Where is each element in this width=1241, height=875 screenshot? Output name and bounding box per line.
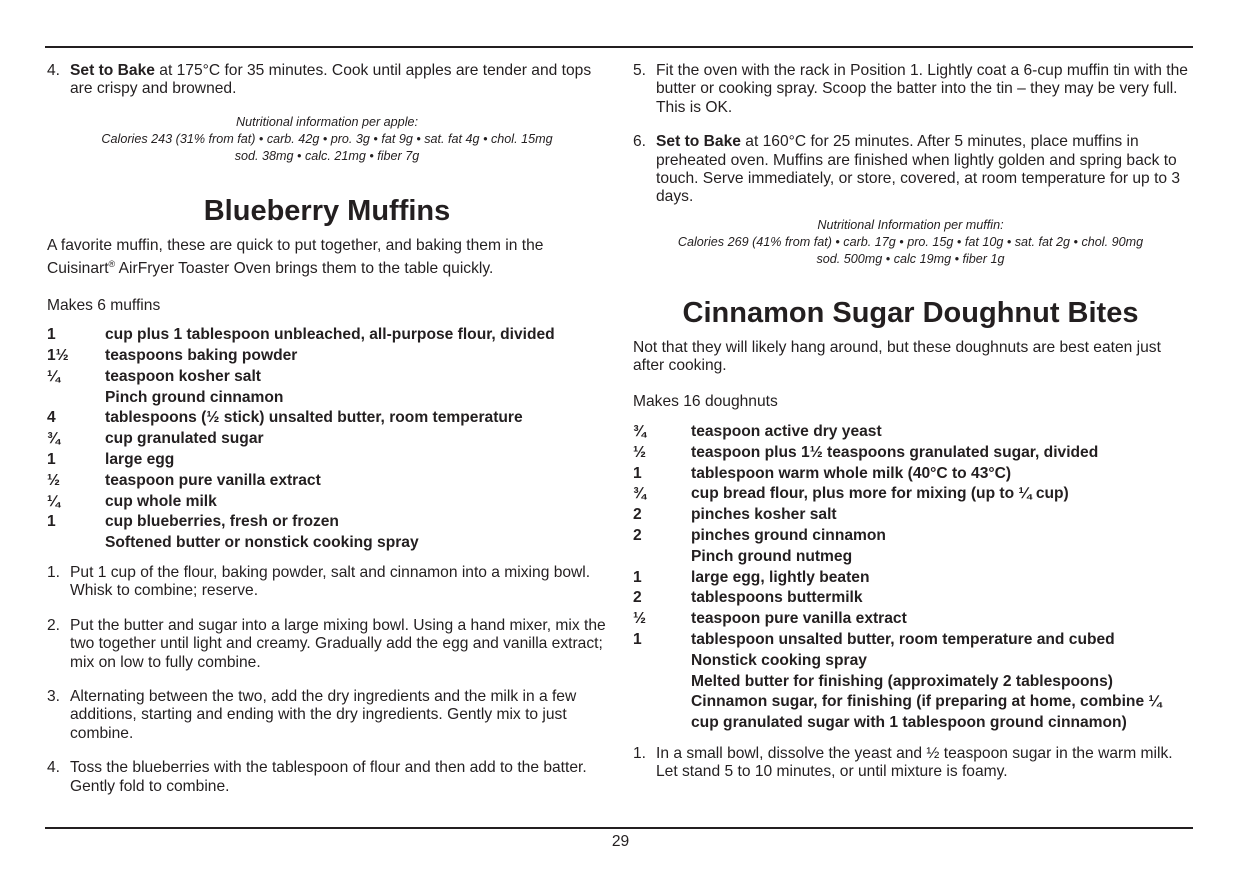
previous-nutrition-info — [47, 114, 607, 165]
recipe-step — [47, 564, 607, 601]
ingredient-quantity: ¾ — [633, 485, 647, 503]
ingredient-description: Pinch ground cinnamon — [105, 388, 284, 406]
ingredient-quantity: 4 — [47, 409, 56, 427]
step-bold-label: Set to Bake — [70, 62, 155, 79]
step-text: at 160°C for 25 minutes. After 5 minutes, place muffins in preheated oven. Muffins are finished when lightly golden and spring back to touch. Serve immediately, or store, covered, at room temperature for up to 3 days. — [656, 133, 1181, 206]
ingredient-quantity — [47, 533, 105, 554]
ingredient-description: teaspoon pure vanilla extract — [105, 471, 321, 489]
ingredient-quantity: ¾ — [633, 423, 647, 441]
recipe-step — [47, 688, 607, 743]
nutrition-line-2: sod. 500mg • calc 19mg • fiber 1g — [816, 251, 1005, 266]
ingredient-item — [633, 568, 1188, 589]
ingredient-item — [47, 492, 607, 513]
ingredient-quantity: 1 — [633, 631, 642, 649]
recipe-step — [47, 617, 607, 672]
ingredient-description: pinches kosher salt — [691, 506, 837, 524]
ingredient-item — [47, 429, 607, 450]
step-number: 6. — [633, 133, 647, 151]
ingredient-item — [47, 408, 607, 429]
ingredient-quantity: 1 — [633, 568, 642, 586]
ingredient-description: Pinch ground nutmeg — [691, 547, 853, 565]
nutrition-heading: Nutritional information per apple: — [235, 114, 418, 129]
recipe-step — [633, 133, 1188, 207]
previous-recipe-step — [47, 62, 607, 99]
ingredient-description: teaspoon plus 1½ teaspoons granulated sugar, divided — [691, 443, 1099, 461]
ingredient-item — [633, 588, 1188, 609]
step-number: 4. — [47, 62, 61, 79]
ingredient-description: Softened butter or nonstick cooking spray — [105, 534, 419, 552]
ingredient-quantity — [633, 672, 691, 693]
ingredient-quantity: 1 — [47, 513, 56, 531]
ingredient-item — [47, 450, 607, 471]
step-number: 4. — [47, 759, 61, 777]
left-column — [47, 62, 607, 812]
step-bold-label: Set to Bake — [656, 133, 741, 151]
ingredient-item — [47, 388, 607, 409]
ingredient-quantity: 1 — [633, 464, 642, 482]
recipe-yield: Makes 16 doughnuts — [633, 392, 778, 410]
ingredient-description: teaspoon active dry yeast — [691, 423, 882, 441]
registered-mark: ® — [108, 259, 116, 270]
ingredient-description: Cinnamon sugar, for finishing (if preparing at home, combine ¼ cup granulated sugar with 1 tablespoon ground cinnamon) — [691, 693, 1162, 732]
ingredient-quantity — [47, 388, 105, 409]
ingredient-quantity: ¼ — [47, 492, 61, 510]
recipe-title: Cinnamon Sugar Doughnut Bites — [682, 296, 1139, 329]
step-number: 5. — [633, 62, 647, 79]
ingredient-description: tablespoons buttermilk — [691, 589, 863, 607]
ingredient-quantity: 2 — [633, 506, 642, 524]
ingredient-description: tablespoon warm whole milk (40°C to 43°C) — [691, 464, 1012, 482]
ingredient-quantity — [633, 692, 691, 734]
recipe-step — [633, 62, 1188, 117]
ingredient-description: Nonstick cooking spray — [691, 651, 867, 669]
ingredient-description: pinches ground cinnamon — [691, 527, 886, 545]
ingredient-quantity: ¼ — [47, 367, 61, 385]
step-text: Fit the oven with the rack in Position 1. Lightly coat a 6-cup muffin tin with the butter or cooking spray. Scoop the batter into the tin – they may be very full. This is OK. — [656, 62, 1188, 116]
right-column — [633, 62, 1188, 798]
ingredient-item — [47, 325, 607, 346]
ingredient-quantity: ½ — [47, 471, 61, 489]
ingredient-quantity: 2 — [633, 589, 642, 607]
ingredient-item — [47, 512, 607, 533]
nutrition-line-2: sod. 38mg • calc. 21mg • fiber 7g — [234, 148, 420, 163]
recipe-steps — [633, 745, 1188, 782]
ingredient-quantity: 2 — [633, 527, 642, 545]
step-number: 3. — [47, 688, 61, 706]
continued-steps — [633, 62, 1188, 207]
recipe-yield: Makes 6 muffins — [47, 296, 161, 314]
ingredient-item — [633, 651, 1188, 672]
step-number: 2. — [47, 616, 61, 634]
nutrition-heading: Nutritional Information per muffin: — [817, 217, 1004, 232]
ingredients-list — [633, 422, 1188, 734]
ingredient-item — [633, 464, 1188, 485]
nutrition-line-1: Calories 243 (31% from fat) • carb. 42g • pro. 3g • fat 9g • sat. fat 4g • chol. 15mg — [101, 131, 553, 146]
ingredient-description: cup bread flour, plus more for mixing (up to ¼ cup) — [691, 485, 1069, 503]
ingredient-quantity: ¾ — [47, 430, 61, 448]
ingredient-description: large egg, lightly beaten — [691, 568, 870, 586]
ingredient-quantity: 1 — [47, 451, 56, 468]
ingredient-item — [633, 484, 1188, 505]
ingredient-quantity — [633, 651, 691, 672]
ingredient-description: cup blueberries, fresh or frozen — [105, 513, 339, 531]
step-text: Put the butter and sugar into a large mixing bowl. Using a hand mixer, mix the two together until light and creamy. Gradually add the egg and vanilla extract; mix on low to fully combine. — [70, 616, 606, 671]
recipe-intro — [47, 237, 607, 279]
ingredient-description: large egg — [105, 451, 175, 468]
ingredient-item — [633, 443, 1188, 464]
ingredient-description: cup granulated sugar — [105, 430, 264, 448]
step-text: Put 1 cup of the flour, baking powder, salt and cinnamon into a mixing bowl. Whisk to combine; reserve. — [70, 563, 591, 600]
ingredient-description: tablespoons (½ stick) unsalted butter, room temperature — [105, 409, 523, 427]
nutrition-line-1: Calories 269 (41% from fat) • carb. 17g • pro. 15g • fat 10g • sat. fat 2g • chol. 90mg — [677, 234, 1144, 249]
ingredient-description: Melted butter for finishing (approximately 2 tablespoons) — [691, 672, 1113, 690]
step-text: Toss the blueberries with the tablespoon of flour and then add to the batter. Gently fold to combine. — [70, 759, 587, 795]
step-number: 1. — [633, 745, 647, 763]
ingredient-description: cup plus 1 tablespoon unbleached, all-purpose flour, divided — [105, 326, 555, 344]
ingredient-description: teaspoon pure vanilla extract — [691, 610, 907, 628]
ingredient-description: teaspoon kosher salt — [105, 367, 261, 385]
ingredient-quantity — [633, 547, 691, 568]
ingredient-item — [47, 533, 607, 554]
ingredient-item — [47, 471, 607, 492]
ingredient-item — [47, 367, 607, 388]
intro-text-continued: AirFryer Toaster Oven brings them to the table quickly. — [115, 260, 494, 278]
step-text: In a small bowl, dissolve the yeast and ½ teaspoon sugar in the warm milk. Let stand 5 to 10 minutes, or until mixture is foamy. — [656, 745, 1173, 781]
intro-text: A favorite muffin, these are quick to put together, and baking them in the Cuisinart — [47, 236, 544, 278]
recipe-title: Blueberry Muffins — [203, 194, 451, 227]
ingredient-item — [633, 692, 1188, 734]
ingredient-description: cup whole milk — [105, 492, 217, 510]
ingredient-description: teaspoons baking powder — [105, 347, 298, 365]
step-text: at 175°C for 35 minutes. Cook until apples are tender and tops are crispy and browned. — [70, 62, 592, 98]
ingredient-description: tablespoon unsalted butter, room temperature and cubed — [691, 631, 1115, 649]
ingredient-item — [633, 609, 1188, 630]
ingredient-item — [633, 547, 1188, 568]
ingredient-item — [633, 422, 1188, 443]
recipe-step — [47, 759, 607, 796]
top-rule — [45, 46, 1193, 48]
recipe-step — [633, 745, 1188, 782]
ingredient-item — [47, 346, 607, 367]
ingredient-quantity: ½ — [633, 610, 647, 628]
ingredients-list — [47, 325, 607, 554]
ingredient-item — [633, 672, 1188, 693]
bottom-rule — [45, 827, 1193, 829]
recipe-intro: Not that they will likely hang around, but these doughnuts are best eaten just after cooking. — [633, 338, 1161, 375]
step-text: Alternating between the two, add the dry ingredients and the milk in a few additions, starting and ending with the dry ingredients. Gently mix to just combine. — [70, 688, 577, 742]
step-number: 1. — [47, 563, 61, 581]
ingredient-item — [633, 505, 1188, 526]
recipe-steps — [47, 564, 607, 796]
ingredient-quantity: 1 — [47, 326, 56, 344]
ingredient-quantity: 1½ — [47, 347, 69, 365]
ingredient-item — [633, 630, 1188, 651]
ingredient-item — [633, 526, 1188, 547]
nutrition-info — [633, 217, 1188, 268]
page-number: 29 — [611, 833, 630, 850]
ingredient-quantity: ½ — [633, 443, 647, 461]
